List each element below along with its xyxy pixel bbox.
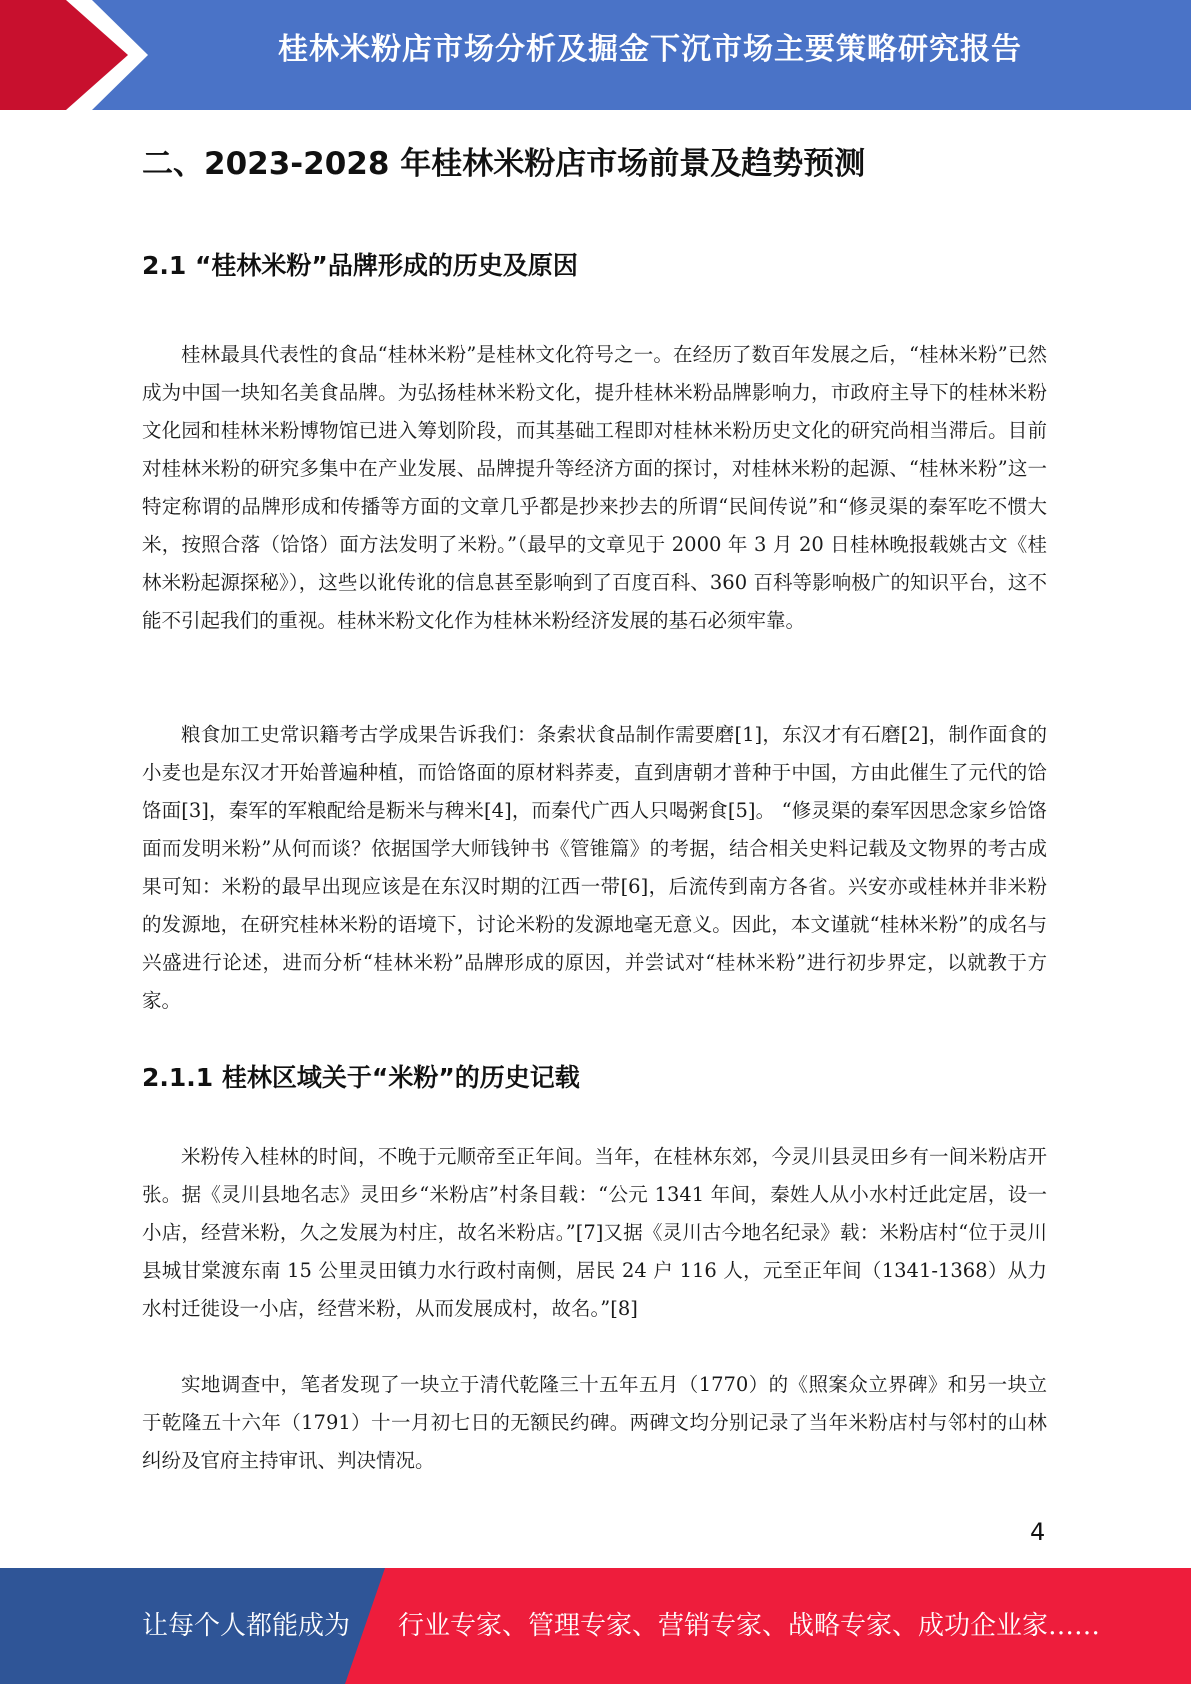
footer-banner (0, 1568, 1191, 1684)
paragraph: 桂林最具代表性的食品“桂林米粉”是桂林文化符号之一。在经历了数百年发展之后，“桂林米粉”已然成为中国一块知名美食品牌。为弘扬桂林米粉文化，提升桂林米粉品牌影响力，市政府主导下的桂林米粉文化园和桂林米粉博物馆已进入筹划阶段，而其基础工程即对桂林米粉历史文化的研究尚相当滞后。目前对桂林米粉的研究多集中在产业发展、品牌提升等经济方面的探讨，对桂林米粉的起源、“桂林米粉”这一特定称谓的品牌形成和传播等方面的文章几乎都是抄来抄去的所谓“民间传说”和“修灵渠的秦军吃不惯大米，按照合落（饸饹）面方法发明了米粉。”（最早的文章见于 2000 年 3 月 20 日桂林晚报载姚古文《桂林米粉起源探秘》），这些以讹传讹的信息甚至影响到了百度百科、360 百科等影响极广的知识平台，这不能不引起我们的重视。桂林米粉文化作为桂林米粉经济发展的基石必须牢靠。 (142, 343, 1047, 632)
section-heading: 二、2023-2028 年桂林米粉店市场前景及趋势预测 (142, 146, 866, 182)
footer-slogan-right: 行业专家、管理专家、营销专家、战略专家、成功企业家…… (398, 1611, 1101, 1641)
paragraph: 实地调查中，笔者发现了一块立于清代乾隆三十五年五月（1770）的《照案众立界碑》和另一块立于乾隆五十六年（1791）十一月初七日的无额民约碑。两碑文均分别记录了当年米粉店村与邻村的山林纠纷及官府主持审讯、判决情况。 (142, 1373, 1047, 1472)
subsection-heading-2-1-1: 2.1.1 桂林区域关于“米粉”的历史记载 (142, 1063, 580, 1092)
page-number: 4 (1030, 1518, 1046, 1546)
header-red-chevron (0, 0, 160, 110)
report-title: 桂林米粉店市场分析及掘金下沉市场主要策略研究报告 (278, 32, 1022, 67)
subsection-heading-2-1: 2.1 “桂林米粉”品牌形成的历史及原因 (142, 251, 578, 280)
paragraph: 粮食加工史常识籍考古学成果告诉我们：条索状食品制作需要磨[1]，东汉才有石磨[2]，制作面食的小麦也是东汉才开始普遍种植，而饸饹面的原材料荞麦，直到唐朝才普种于中国，方由此催生了元代的饸饹面[3]，秦军的军粮配给是粝米与稗米[4]，而秦代广西人只喝粥食[5]。 “修灵渠的秦军因思念家乡饸饹面而发明米粉”从何而谈？依据国学大师钱钟书《管锥篇》的考据，结合相关史料记载及文物界的考古成果可知：米粉的最早出现应该是在东汉时期的江西一带[6]，后流传到南方各省。兴安亦或桂林并非米粉的发源地，在研究桂林米粉的语境下，讨论米粉的发源地毫无意义。因此，本文谨就“桂林米粉”的成名与兴盛进行论述，进而分析“桂林米粉”品牌形成的原因，并尝试对“桂林米粉”进行初步界定，以就教于方家。 (142, 723, 1047, 1012)
paragraph: 米粉传入桂林的时间，不晚于元顺帝至正年间。当年，在桂林东郊，今灵川县灵田乡有一间米粉店开张。据《灵川县地名志》灵田乡“米粉店”村条目载：“公元 1341 年间，秦姓人从小水村迁此定居，设一小店，经营米粉，久之发展为村庄，故名米粉店。”[7]又据《灵川古今地名纪录》载：米粉店村“位于灵川县城甘棠渡东南 15 公里灵田镇力水行政村南侧，居民 24 户 116 人，元至正年间（1341-1368）从力水村迁徙设一小店，经营米粉，从而发展成村，故名。”[8] (142, 1145, 1047, 1320)
header-banner (0, 0, 1191, 110)
footer-slogan-left: 让每个人都能成为 (142, 1611, 351, 1641)
